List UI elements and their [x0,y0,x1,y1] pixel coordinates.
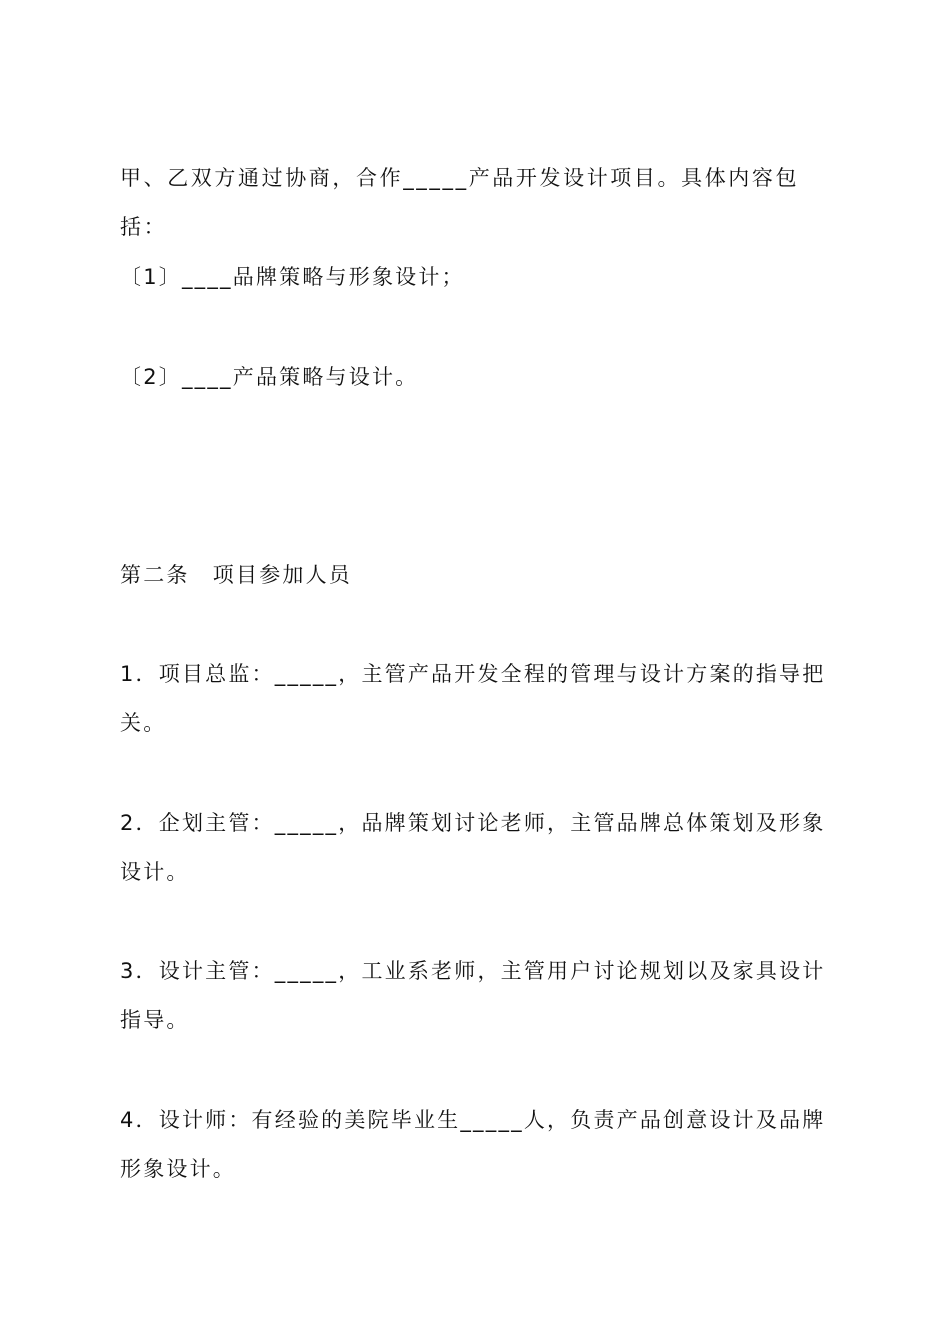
personnel-item-1: 1．项目总监：_____，主管产品开发全程的管理与设计方案的指导把关。 [120,662,826,735]
personnel-item-2: 2．企划主管：_____，品牌策划讨论老师，主管品牌总体策划及形象设计。 [120,811,826,884]
section-heading: 第二条 项目参加人员 [120,563,352,587]
intro-paragraph: 甲、乙双方通过协商，合作_____产品开发设计项目。具体内容包括： [120,166,800,239]
content-item-2: 〔2〕____产品策略与设计。 [120,365,419,389]
personnel-item-3: 3．设计主管：_____，工业系老师，主管用户讨论规划以及家具设计指导。 [120,959,826,1032]
personnel-item-4: 4．设计师：有经验的美院毕业生_____人，负责产品创意设计及品牌形象设计。 [120,1108,826,1181]
content-item-1: 〔1〕____品牌策略与形象设计； [120,265,465,289]
